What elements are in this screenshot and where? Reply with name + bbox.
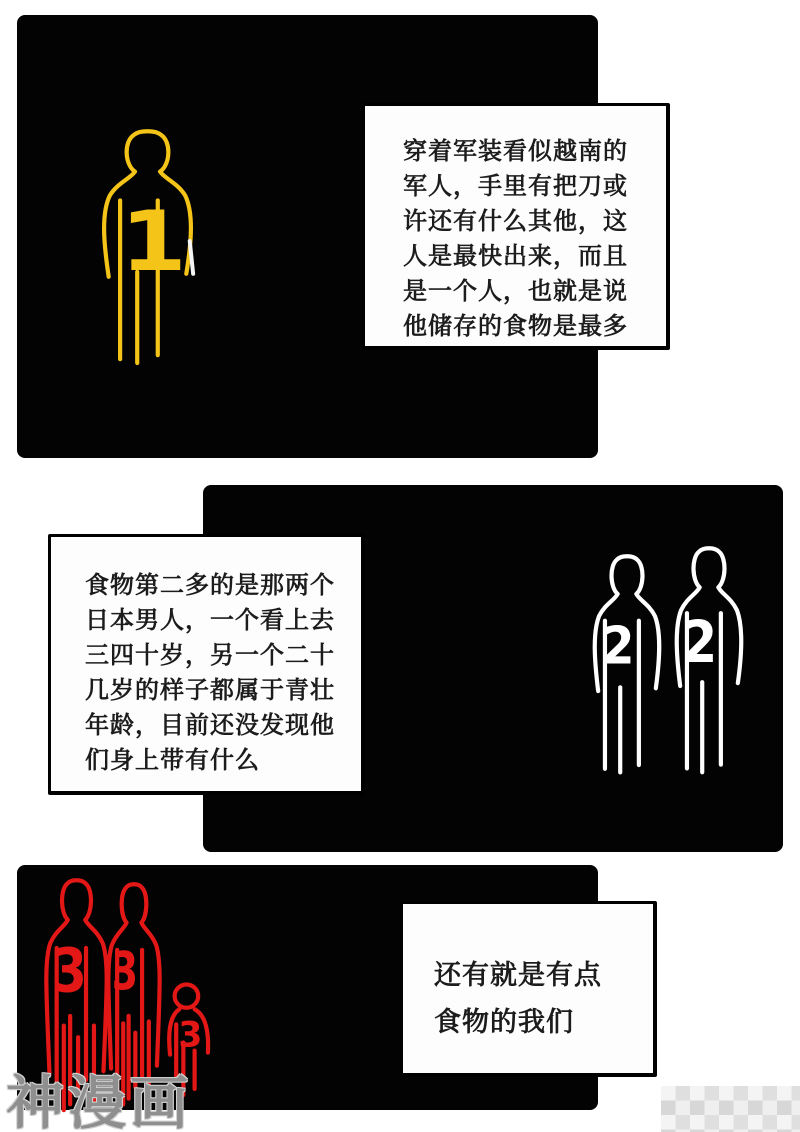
speech-line: 还有就是有点 bbox=[434, 960, 602, 990]
speech-line: 人是最快出来，而且 bbox=[403, 243, 628, 270]
figure-count-label: 3 bbox=[111, 940, 139, 1003]
figure-count-label: 2 bbox=[601, 615, 635, 676]
speech-line: 三四十岁，另一个二十 bbox=[85, 642, 335, 669]
speech-line: 穿着军装看似越南的 bbox=[403, 138, 628, 165]
speech-line: 们身上带有什么 bbox=[85, 747, 260, 774]
speech-box-2 bbox=[48, 534, 365, 795]
speech-line: 食物第二多的是那两个 bbox=[85, 572, 335, 599]
speech-line: 许还有什么其他，这 bbox=[403, 208, 628, 235]
speech-line: 是一个人，也就是说 bbox=[403, 278, 628, 305]
checkerboard-pattern bbox=[661, 1086, 800, 1132]
figure-count-label: 2 bbox=[681, 609, 718, 676]
speech-line: 军人，手里有把刀或 bbox=[403, 173, 628, 200]
figure-count-label: 3 bbox=[52, 935, 87, 1006]
speech-line: 食物的我们 bbox=[434, 1007, 574, 1037]
speech-box-1 bbox=[362, 103, 670, 350]
figure-count-label: 1 bbox=[120, 193, 187, 291]
figure-count-label: 3 bbox=[178, 1015, 203, 1056]
speech-line: 几岁的样子都属于青壮 bbox=[85, 677, 335, 704]
speech-line: 日本男人，一个看上去 bbox=[85, 607, 335, 634]
speech-line: 他储存的食物是最多 bbox=[403, 313, 628, 340]
watermark-text: 神漫画 bbox=[6, 1071, 193, 1132]
speech-line: 年龄，目前还没发现他 bbox=[85, 712, 335, 739]
speech-box-3 bbox=[400, 901, 657, 1077]
